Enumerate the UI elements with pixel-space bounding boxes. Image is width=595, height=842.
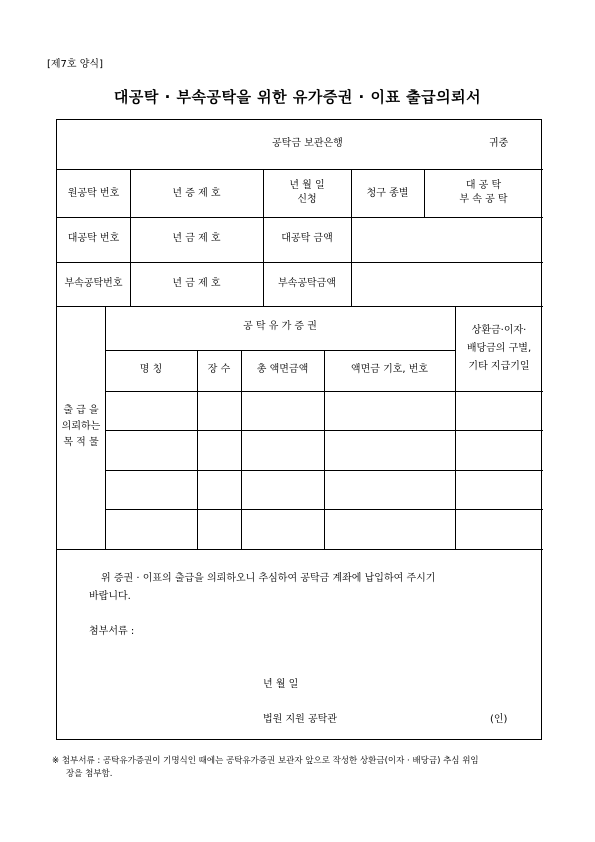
col-divider (241, 350, 242, 549)
addressee-label: 귀중 (489, 138, 509, 149)
appended-deposit-no-label: 부속공탁번호 (64, 278, 123, 289)
footnote-line: ※ 첨부서류 : 공탁유가증권이 기명식인 때에는 공탁유가증권 보관자 앞으로 작성한 상환금(이자 · 배당금) 추심 위임 (52, 756, 479, 766)
request-type-label: 청구 종별 (366, 188, 409, 199)
request-date-sublabel: 신청 (297, 194, 317, 205)
target-side-label: 의뢰하는 (61, 421, 101, 432)
request-statement: 위 증권 · 이표의 출급을 의뢰하오니 추심하여 공탁금 계좌에 납입하여 주시기 (101, 573, 436, 584)
column-header-face-total: 총 액면금액 (256, 364, 309, 375)
column-header-payment-type: 배당금의 구별, (466, 343, 532, 354)
bank-label: 공탁금 보관은행 (272, 138, 343, 149)
original-deposit-no-label: 원공탁 번호 (67, 188, 120, 199)
request-form-table (56, 119, 542, 740)
col-divider (197, 350, 198, 549)
form-number-label: [제7호 양식] (47, 59, 103, 70)
target-side-label: 목 적 물 (63, 437, 99, 448)
column-header-payment-type: 기타 지급기일 (468, 361, 530, 372)
row-divider (57, 549, 543, 550)
substitute-deposit-no-label: 대공탁 번호 (67, 233, 120, 244)
request-type-appended[interactable]: 부 속 공 탁 (459, 194, 508, 205)
court-official-line: 법원 지원 공탁관 (263, 714, 337, 725)
attachments-label: 첨부서류 : (89, 626, 135, 637)
seal-mark: (인) (490, 714, 508, 725)
securities-group-header: 공 탁 유 가 증 권 (243, 321, 317, 332)
signature-date: 년 월 일 (263, 679, 299, 690)
column-header-count: 장 수 (207, 364, 231, 375)
row-divider (105, 350, 455, 351)
substitute-amount-label: 대공탁 금액 (281, 233, 333, 244)
column-header-name: 명 칭 (139, 364, 163, 375)
column-header-payment-type: 상환금·이자· (471, 325, 527, 336)
substitute-amount-field[interactable] (352, 218, 542, 262)
appended-deposit-no-field[interactable]: 년 금 제 호 (172, 278, 221, 289)
appended-amount-label: 부속공탁금액 (278, 278, 336, 289)
original-deposit-no-field[interactable]: 년 증 제 호 (172, 188, 221, 199)
substitute-deposit-no-field[interactable]: 년 금 제 호 (172, 233, 221, 244)
footnote-line: 장을 첨부함. (66, 769, 113, 779)
col-divider (324, 350, 325, 549)
page-title: 대공탁 · 부속공탁을 위한 유가증권 · 이표 출급의뢰서 (113, 88, 482, 106)
target-side-label: 출 급 을 (63, 405, 99, 416)
request-type-substitute[interactable]: 대 공 탁 (465, 180, 502, 191)
request-date-label: 년 월 일 (289, 180, 325, 191)
footnote (52, 755, 552, 781)
request-statement-cont: 바랍니다. (89, 591, 131, 602)
column-header-serial: 액면금 기호, 번호 (350, 364, 429, 375)
col-divider (105, 306, 106, 549)
